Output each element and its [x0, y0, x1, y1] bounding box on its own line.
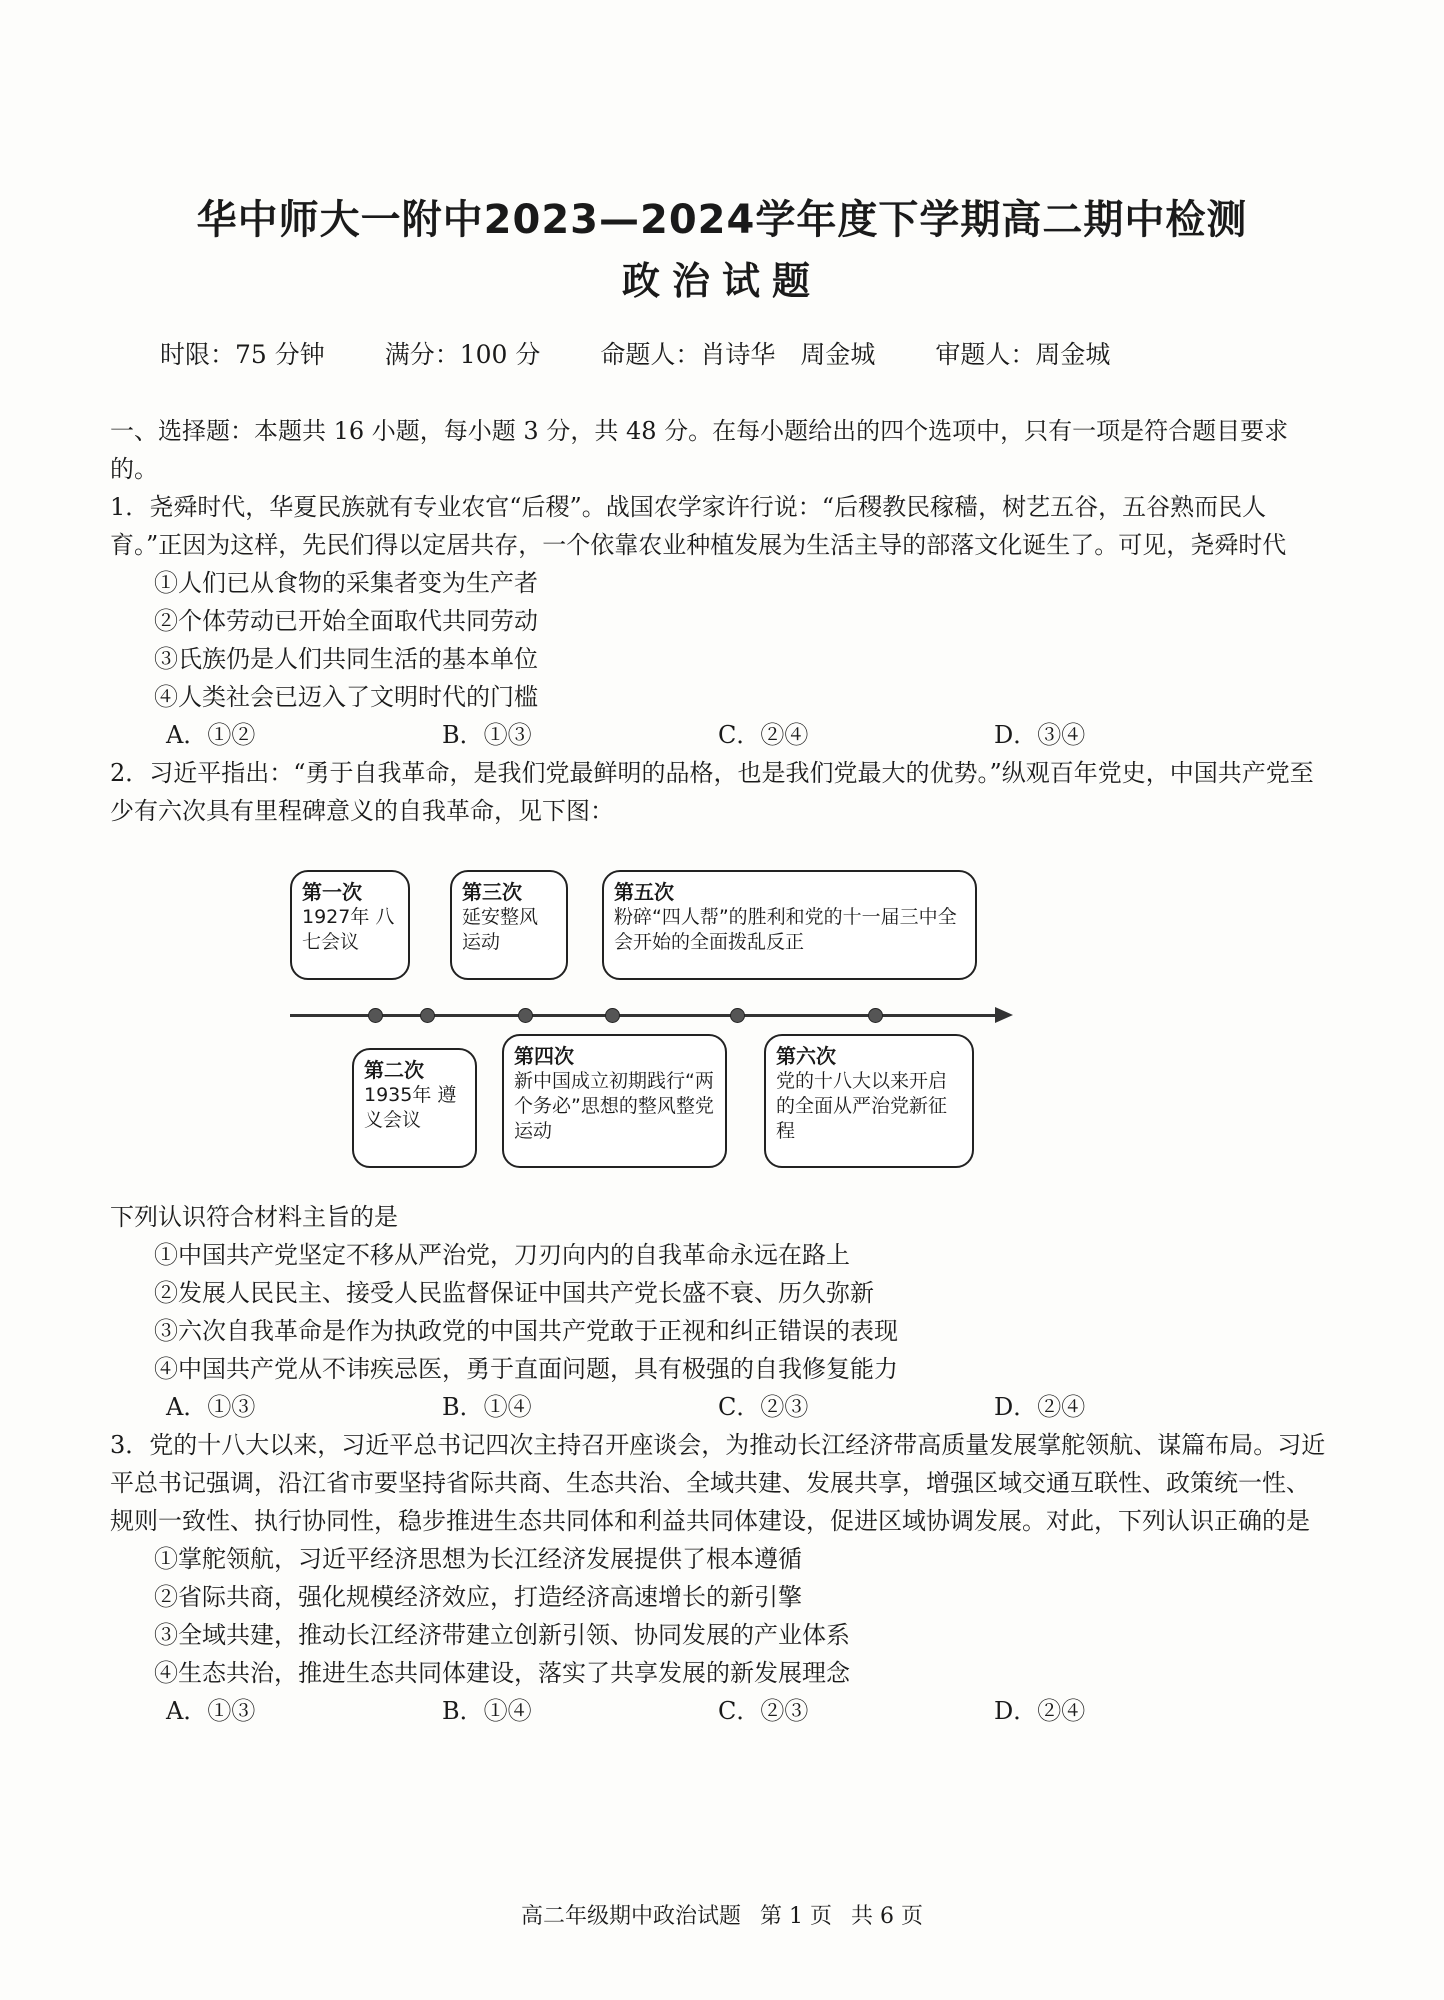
choice-b: B．①④ — [442, 1393, 532, 1421]
q1-option: ①人们已从食物的采集者变为生产者 — [154, 569, 538, 597]
reviewer: 审题人：周金城 — [935, 340, 1111, 369]
bubble-heading: 第一次 — [302, 880, 362, 904]
footer-page: 第 1 页 — [760, 1904, 832, 1929]
q3-stem: 3．党的十八大以来，习近平总书记四次主持召开座谈会，为推动长江经济带高质量发展掌舵领航、谋篇布局。习近平总书记强调，沿江省市要坚持省际共商、生态共治、全域共建、发展共享，增强区域交通互联性、政策统一性、规则一致性、执行协同性，稳步推进生态共同体和利益共同体建设，促进区域协调发展。对此，下列认识正确的是 — [110, 1431, 1326, 1535]
bubble-text: 延安整风 运动 — [462, 906, 539, 953]
q3-choices — [110, 1692, 1330, 1730]
q2-option: ①中国共产党坚定不移从严治党，刀刃向内的自我革命永远在路上 — [154, 1241, 850, 1269]
timeline-bubble-3 — [450, 870, 568, 980]
bubble-text: 党的十八大以来开启的全面从严治党新征程 — [776, 1070, 948, 1142]
bubble-heading: 第四次 — [514, 1044, 574, 1068]
timeline-bubble-6 — [764, 1034, 974, 1168]
footer-name: 高二年级期中政治试题 — [521, 1904, 742, 1929]
q2-prompt: 下列认识符合材料主旨的是 — [110, 1203, 398, 1231]
choice-a: A．①③ — [166, 1393, 256, 1421]
bubble-text: 1927年 八七会议 — [302, 906, 395, 953]
choice-d: D．②④ — [994, 1393, 1086, 1421]
choice-d: D．②④ — [994, 1697, 1086, 1725]
choice-d: D．③④ — [994, 721, 1086, 749]
timeline-dot — [605, 1008, 620, 1023]
q1-choices — [110, 716, 1330, 754]
timeline-dot — [368, 1008, 383, 1023]
q2-stem: 2．习近平指出：“勇于自我革命，是我们党最鲜明的品格，也是我们党最大的优势。”纵观百年党史，中国共产党至少有六次具有里程碑意义的自我革命，见下图： — [110, 759, 1314, 825]
bubble-text: 1935年 遵义会议 — [364, 1084, 457, 1131]
timeline-dot — [730, 1008, 745, 1023]
self-revolution-timeline — [290, 870, 1040, 1190]
footer-total: 共 6 页 — [851, 1904, 923, 1929]
timeline-dot — [518, 1008, 533, 1023]
q1-option: ④人类社会已迈入了文明时代的门槛 — [154, 683, 538, 711]
exam-title: 华中师大一附中2023—2024学年度下学期高二期中检测 — [196, 197, 1248, 243]
timeline-bubble-4 — [502, 1034, 727, 1168]
choice-a: A．①③ — [166, 1697, 256, 1725]
time-limit: 时限：75 分钟 — [160, 340, 325, 369]
bubble-text: 新中国成立初期践行“两个务必”思想的整风整党运动 — [514, 1070, 714, 1142]
timeline-bubble-1 — [290, 870, 410, 980]
choice-c: C．②③ — [718, 1393, 809, 1421]
timeline-axis — [290, 1014, 1002, 1017]
timeline-arrow — [995, 1007, 1013, 1023]
timeline-dot — [868, 1008, 883, 1023]
q2-choices — [110, 1388, 1330, 1426]
q3-option: ③全域共建，推动长江经济带建立创新引领、协同发展的产业体系 — [154, 1621, 850, 1649]
section-instruction: 一、选择题：本题共 16 小题，每小题 3 分，共 48 分。在每小题给出的四个选项中，只有一项是符合题目要求的。 — [110, 417, 1289, 483]
timeline-bubble-5 — [602, 870, 977, 980]
q2-option: ④中国共产党从不讳疾忌医，勇于直面问题，具有极强的自我修复能力 — [154, 1355, 898, 1383]
timeline-dot — [420, 1008, 435, 1023]
section-1 — [110, 412, 1330, 830]
q1-stem: 1．尧舜时代，华夏民族就有专业农官“后稷”。战国农学家许行说：“后稷教民稼穑，树艺五谷，五谷熟而民人育。”正因为这样，先民们得以定居共存，一个依靠农业种植发展为生活主导的部落文化诞生了。可见，尧舜时代 — [110, 493, 1287, 559]
choice-a: A．①② — [166, 721, 256, 749]
bubble-heading: 第五次 — [614, 880, 674, 904]
q3-option: ②省际共商，强化规模经济效应，打造经济高速增长的新引擎 — [154, 1583, 802, 1611]
exam-meta — [160, 335, 1110, 371]
full-score: 满分：100 分 — [384, 340, 541, 369]
section-1-continued — [110, 1198, 1330, 1730]
exam-subtitle: 政治试题 — [621, 259, 822, 303]
choice-c: C．②③ — [718, 1697, 809, 1725]
setters: 命题人：肖诗华 周金城 — [600, 340, 876, 369]
q3-option: ④生态共治，推进生态共同体建设，落实了共享发展的新发展理念 — [154, 1659, 850, 1687]
q2-option: ③六次自我革命是作为执政党的中国共产党敢于正视和纠正错误的表现 — [154, 1317, 898, 1345]
choice-b: B．①③ — [442, 721, 532, 749]
bubble-heading: 第六次 — [776, 1044, 836, 1068]
choice-c: C．②④ — [718, 721, 809, 749]
page-footer — [0, 1899, 1444, 1930]
q3-option: ①掌舵领航，习近平经济思想为长江经济发展提供了根本遵循 — [154, 1545, 802, 1573]
q2-option: ②发展人民民主、接受人民监督保证中国共产党长盛不衰、历久弥新 — [154, 1279, 874, 1307]
bubble-text: 粉碎“四人帮”的胜利和党的十一届三中全会开始的全面拨乱反正 — [614, 906, 957, 953]
q1-option: ③氏族仍是人们共同生活的基本单位 — [154, 645, 538, 673]
bubble-heading: 第二次 — [364, 1058, 424, 1082]
bubble-heading: 第三次 — [462, 880, 522, 904]
choice-b: B．①④ — [442, 1697, 532, 1725]
q1-option: ②个体劳动已开始全面取代共同劳动 — [154, 607, 538, 635]
timeline-bubble-2 — [352, 1048, 477, 1168]
